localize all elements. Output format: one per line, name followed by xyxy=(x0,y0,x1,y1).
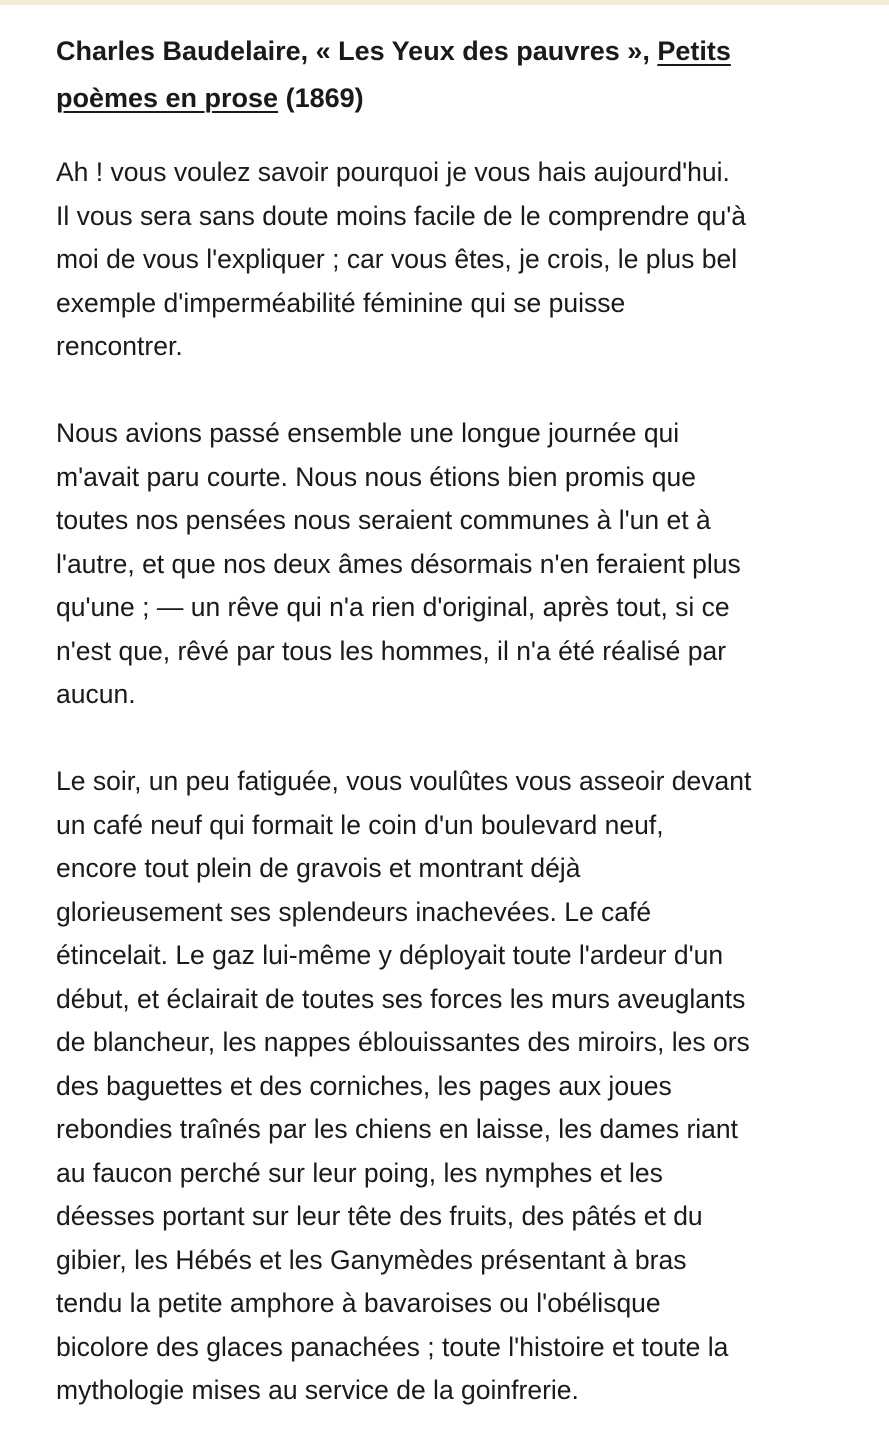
paragraph-line: au faucon perché sur leur poing, les nymphes et les xyxy=(56,1157,663,1188)
paragraph-line: l'autre, et que nos deux âmes désormais n'en feraient plus xyxy=(56,548,741,579)
paragraph-line: de blancheur, les nappes éblouissantes des miroirs, les ors xyxy=(56,1027,750,1057)
paragraph-1 xyxy=(56,151,846,369)
title-collection-part-1: Petits xyxy=(657,36,731,66)
paragraph-line: des baguettes et des corniches, les pages aux joues xyxy=(56,1070,672,1101)
document-title xyxy=(56,28,846,122)
paragraph-line: moi de vous l'expliquer ; car vous êtes, je crois, le plus bel xyxy=(56,244,738,274)
paragraph-line: déesses portant sur leur tête des fruits, des pâtés et du xyxy=(56,1201,703,1231)
paragraph-line: Il vous sera sans doute moins facile de le comprendre qu'à xyxy=(56,200,747,231)
paragraph-line: bicolore des glaces panachées ; toute l'histoire et toute la xyxy=(56,1331,729,1362)
paragraph-line: Le soir, un peu fatiguée, vous voulûtes vous asseoir devant xyxy=(56,766,752,796)
title-collection-part-2: poèmes en prose xyxy=(56,83,279,113)
paragraph-line: toutes nos pensées nous seraient communes à l'un et à xyxy=(56,505,711,535)
paragraph-line: aucun. xyxy=(56,679,136,709)
top-edge-strip xyxy=(0,0,889,5)
title-line-1 xyxy=(56,28,846,75)
paragraph-line: exemple d'imperméabilité féminine qui se puisse xyxy=(56,287,626,318)
paragraph-line: mythologie mises au service de la goinfrerie. xyxy=(56,1375,579,1405)
title-year: (1869) xyxy=(278,83,364,113)
paragraph-line: encore tout plein de gravois et montrant déjà xyxy=(56,853,581,883)
paragraph-line: étincelait. Le gaz lui-même y déployait toute l'ardeur d'un xyxy=(56,940,724,970)
paragraph-line: rencontrer. xyxy=(56,331,183,361)
paragraph-line: m'avait paru courte. Nous nous étions bien promis que xyxy=(56,461,696,492)
paragraph-line: Ah ! vous voulez savoir pourquoi je vous hais aujourd'hui. xyxy=(56,157,730,187)
title-line-2 xyxy=(56,75,846,122)
paragraph-line: qu'une ; — un rêve qui n'a rien d'original, après tout, si ce xyxy=(56,592,730,622)
paragraph-2 xyxy=(56,412,846,717)
title-author-and-poem: Charles Baudelaire, « Les Yeux des pauvres », xyxy=(56,36,658,66)
paragraph-3 xyxy=(56,760,846,1413)
paragraph-line: gibier, les Hébés et les Ganymèdes présentant à bras xyxy=(56,1244,687,1275)
paragraph-line: rebondies traînés par les chiens en laisse, les dames riant xyxy=(56,1114,738,1144)
paragraphs-container xyxy=(56,151,846,1413)
paragraph-line: Nous avions passé ensemble une longue journée qui xyxy=(56,418,680,448)
paragraph-line: n'est que, rêvé par tous les hommes, il n'a été réalisé par xyxy=(56,635,727,666)
paragraph-line: début, et éclairait de toutes ses forces les murs aveuglants xyxy=(56,983,746,1014)
paragraph-line: tendu la petite amphore à bavaroises ou l'obélisque xyxy=(56,1288,661,1318)
document-body xyxy=(56,28,846,1413)
paragraph-line: un café neuf qui formait le coin d'un boulevard neuf, xyxy=(56,809,664,840)
paragraph-line: glorieusement ses splendeurs inachevées. Le café xyxy=(56,896,652,927)
